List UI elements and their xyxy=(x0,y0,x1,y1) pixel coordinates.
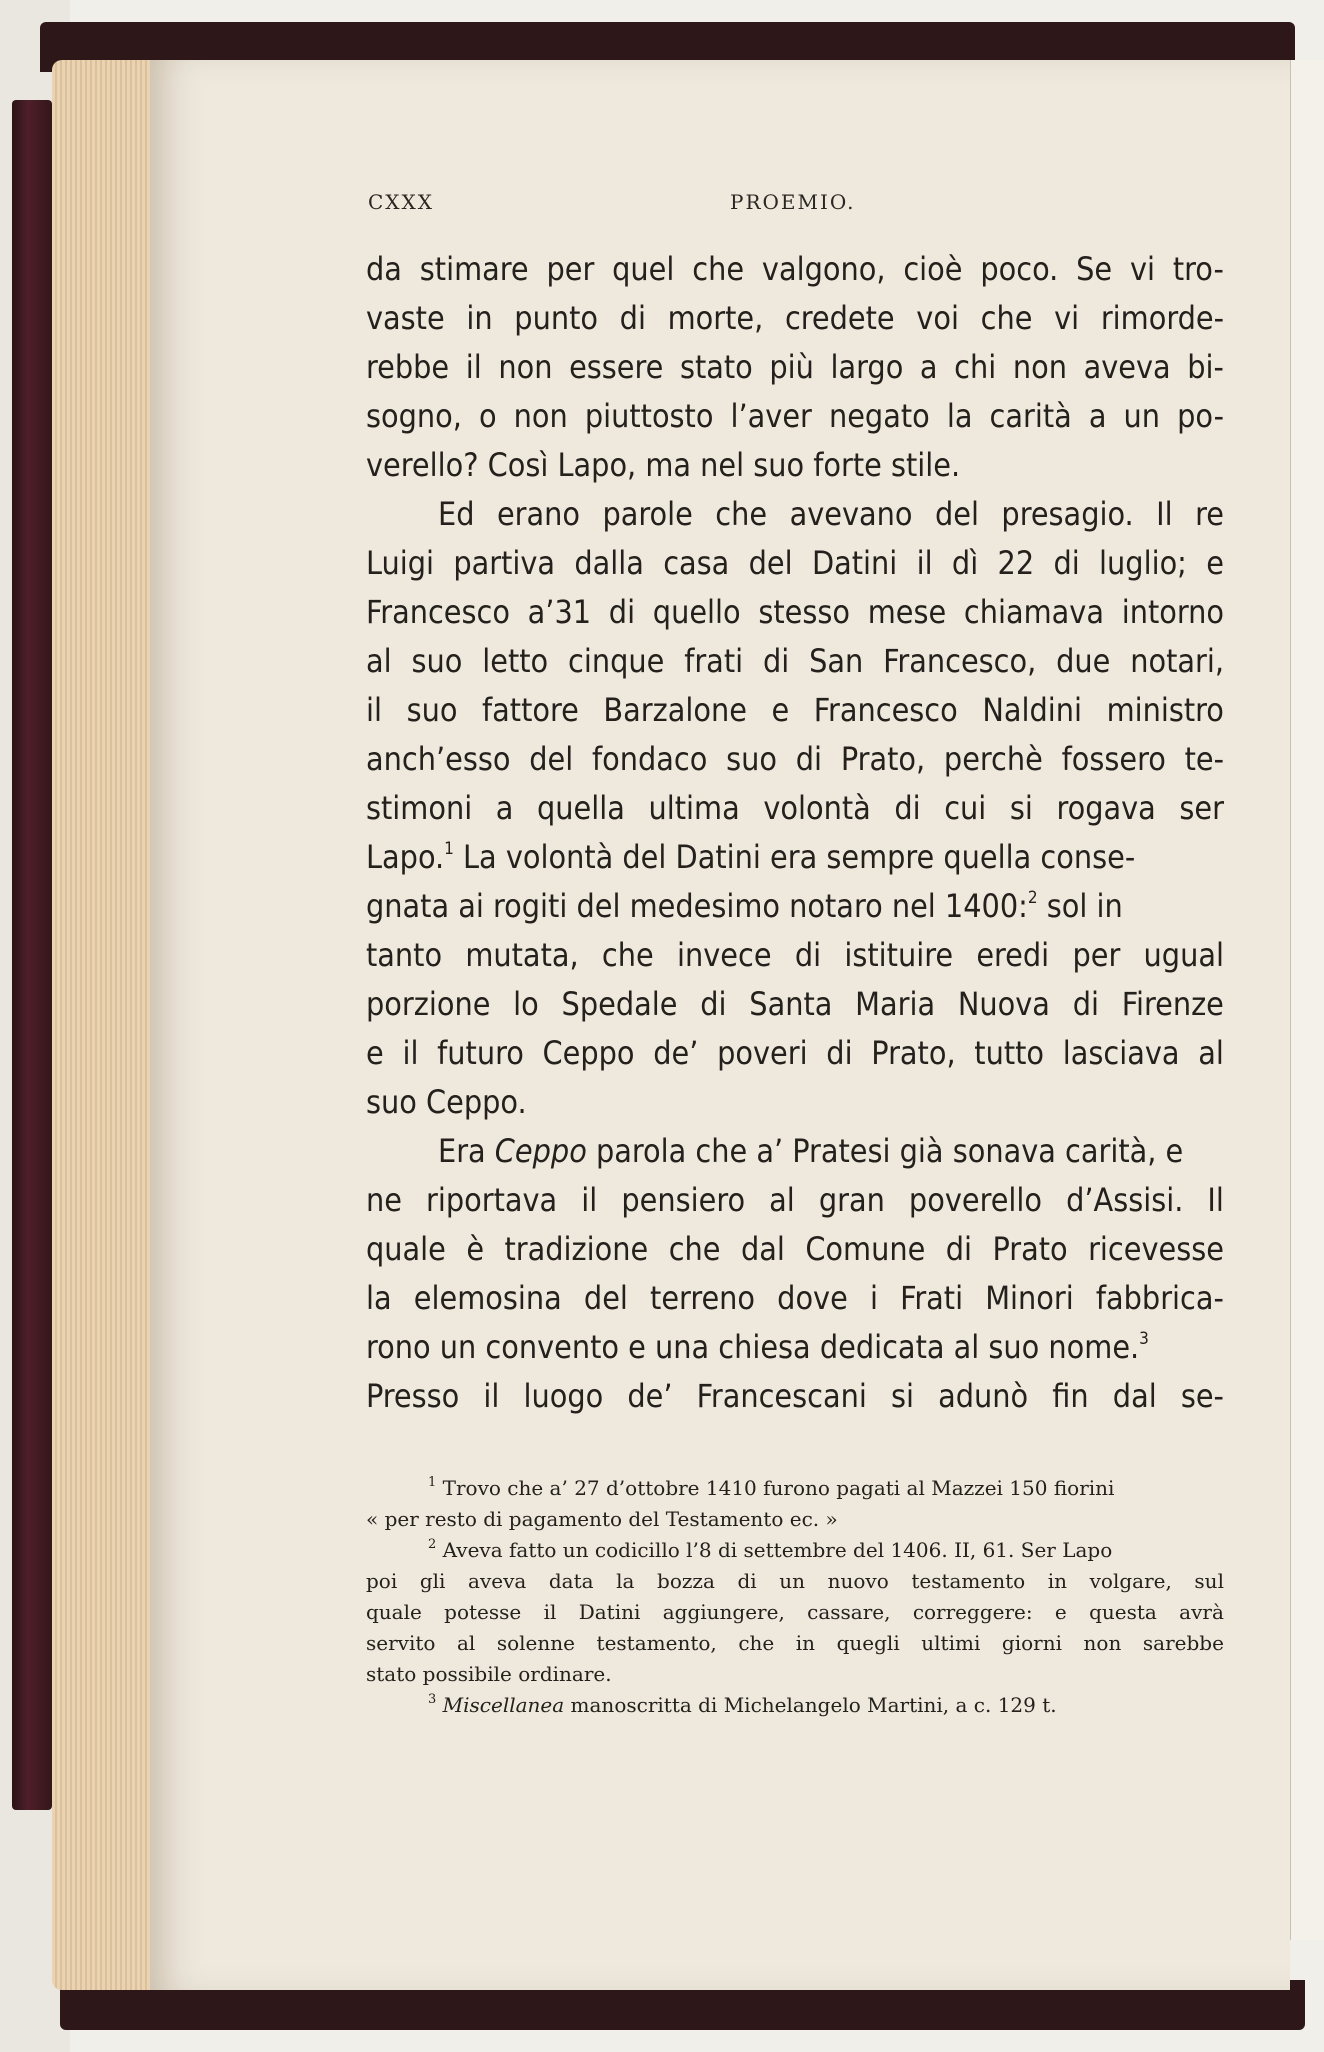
footnote-number: 1 xyxy=(428,1475,437,1490)
word: vi xyxy=(1129,250,1155,288)
word: fondaco xyxy=(592,740,708,778)
word: parole xyxy=(602,495,693,533)
word: gli xyxy=(419,1569,446,1593)
word: riportava xyxy=(426,1181,558,1219)
word: i xyxy=(869,1279,878,1317)
word: di xyxy=(1053,544,1080,582)
footnote-ref: 1 xyxy=(444,839,454,859)
word: volgare, xyxy=(1089,1569,1172,1593)
word: in xyxy=(1047,1569,1068,1593)
word: istituire xyxy=(844,936,954,974)
word: data xyxy=(548,1569,594,1593)
word: pensiero xyxy=(621,1181,746,1219)
word: per xyxy=(546,250,595,288)
text-line xyxy=(366,980,1224,1029)
word: tanto xyxy=(366,936,443,974)
word: quella xyxy=(537,789,625,827)
footnote-ref: 2 xyxy=(1027,888,1038,908)
word: aveva xyxy=(1083,348,1171,386)
word: Naldini xyxy=(982,691,1083,729)
word: di xyxy=(608,593,636,631)
text-line xyxy=(366,1323,1224,1372)
text-fragment: rono un convento e una chiesa dedicata al suo nome. xyxy=(366,1328,1140,1366)
book-cover-edge xyxy=(12,100,52,1810)
word: e xyxy=(366,1034,384,1072)
page-number: CXXX xyxy=(368,190,435,214)
word: solenne xyxy=(496,1631,575,1655)
italic-term: Ceppo xyxy=(494,1132,587,1170)
word: correggere: xyxy=(912,1600,1033,1624)
word: che xyxy=(980,299,1033,337)
word: bozza xyxy=(657,1569,715,1593)
word: al xyxy=(1198,1034,1224,1072)
word: il xyxy=(916,544,933,582)
word: Presso xyxy=(366,1377,460,1415)
word: suo xyxy=(411,642,463,680)
word: e xyxy=(1206,544,1224,582)
word: in xyxy=(466,299,493,337)
word: Frati xyxy=(900,1279,964,1317)
word: che xyxy=(668,1230,721,1268)
word: de’ xyxy=(653,1034,699,1072)
word: servito xyxy=(366,1631,436,1655)
word: frati xyxy=(684,642,744,680)
word: ministro xyxy=(1106,691,1224,729)
word: letto xyxy=(482,642,549,680)
word: chi xyxy=(954,348,997,386)
footnote-line: stato possibile ordinare. xyxy=(366,1662,612,1686)
word: poveri xyxy=(717,1034,808,1072)
word: ugual xyxy=(1143,936,1224,974)
word: elemosina xyxy=(413,1279,562,1317)
footnote-line xyxy=(366,1690,1224,1721)
text-line xyxy=(366,490,1224,539)
word: a xyxy=(919,348,938,386)
word: morte, xyxy=(667,299,764,337)
word: al xyxy=(456,1631,476,1655)
word: po- xyxy=(1177,397,1224,435)
word: ne xyxy=(366,1181,402,1219)
word: perchè xyxy=(943,740,1043,778)
word: Firenze xyxy=(1121,985,1224,1023)
word: erano xyxy=(496,495,580,533)
word: aggiungere, xyxy=(662,1600,785,1624)
word: cassare, xyxy=(807,1600,891,1624)
main-text xyxy=(366,245,1224,1421)
footnote-text: manoscritta di Michelangelo Martini, a c. 129 t. xyxy=(564,1693,1057,1717)
text-line xyxy=(366,539,1224,588)
word: Comune xyxy=(805,1230,926,1268)
word: sogno, xyxy=(366,397,462,435)
word: intorno xyxy=(1121,593,1224,631)
word: quale xyxy=(366,1600,422,1624)
text-line xyxy=(366,833,1224,882)
word: o xyxy=(478,397,497,435)
word: l’aver xyxy=(730,397,812,435)
word: invece xyxy=(676,936,772,974)
word: quegli xyxy=(836,1631,900,1655)
word: Francesco xyxy=(366,593,510,631)
word: tradizione xyxy=(504,1230,649,1268)
text-fragment: La volontà del Datini era sempre quella conse- xyxy=(453,838,1136,876)
word: a xyxy=(495,789,514,827)
word: negato xyxy=(828,397,930,435)
word: notari, xyxy=(1130,642,1224,680)
word: mutata, xyxy=(465,936,579,974)
word: ultima xyxy=(648,789,740,827)
word: partiva xyxy=(453,544,556,582)
word: fabbrica- xyxy=(1095,1279,1224,1317)
footnote-line xyxy=(366,1597,1224,1628)
word: casa xyxy=(663,544,730,582)
text-line xyxy=(366,343,1224,392)
word: d’Assisi. xyxy=(1066,1181,1184,1219)
running-header xyxy=(368,190,1228,220)
text-fragment: Lapo. xyxy=(366,838,445,876)
word: Francescani xyxy=(696,1377,867,1415)
word: Luigi xyxy=(366,544,434,582)
word: Il xyxy=(1207,1181,1224,1219)
word: Minori xyxy=(985,1279,1074,1317)
word: tro- xyxy=(1172,250,1224,288)
word: si xyxy=(890,1377,914,1415)
word: da xyxy=(366,250,402,288)
word: Prato, xyxy=(840,740,926,778)
word: presagio. xyxy=(1001,495,1134,533)
word: questa xyxy=(1089,1600,1157,1624)
word: il xyxy=(366,691,382,729)
word: di xyxy=(737,1569,757,1593)
word: quel xyxy=(612,250,675,288)
facing-page-edge xyxy=(1290,60,1324,1940)
word: di xyxy=(762,642,790,680)
word: Santa xyxy=(749,985,833,1023)
word: due xyxy=(1056,642,1111,680)
text-fragment: parola che a’ Pratesi già sonava carità, e xyxy=(586,1132,1184,1170)
word: Nuova xyxy=(957,985,1050,1023)
word: adunò xyxy=(938,1377,1029,1415)
word: a’31 xyxy=(527,593,592,631)
word: avrà xyxy=(1179,1600,1224,1624)
text-fragment: gnata ai rogiti del medesimo notaro nel 1400: xyxy=(366,887,1028,925)
word: di xyxy=(1072,985,1099,1023)
word: il xyxy=(543,1600,557,1624)
word: luglio; xyxy=(1099,544,1187,582)
word: mese xyxy=(867,593,947,631)
word: potesse xyxy=(444,1600,522,1624)
word: non xyxy=(1083,1631,1122,1655)
word: che xyxy=(715,495,768,533)
text-fragment: sol in xyxy=(1037,887,1123,925)
word: che xyxy=(601,936,654,974)
word: aveva xyxy=(468,1569,527,1593)
text-line xyxy=(366,1029,1224,1078)
footnote-ref: 3 xyxy=(1139,1329,1149,1349)
word: di xyxy=(945,1230,973,1268)
word: che xyxy=(692,250,745,288)
word: cinque xyxy=(568,642,665,680)
word: la xyxy=(366,1279,392,1317)
text-line xyxy=(366,637,1224,686)
word: fattore xyxy=(482,691,579,729)
word: stato xyxy=(679,348,753,386)
word: Ed xyxy=(438,495,475,533)
text-line xyxy=(366,1372,1224,1421)
word: un xyxy=(1123,397,1161,435)
word: poi xyxy=(366,1569,398,1593)
word: il xyxy=(465,348,482,386)
word: gran xyxy=(818,1181,885,1219)
word: voi xyxy=(916,299,959,337)
word: lasciava xyxy=(1062,1034,1180,1072)
footnote-number: 2 xyxy=(428,1537,437,1552)
word: di xyxy=(700,985,727,1023)
word: nuovo xyxy=(827,1569,889,1593)
word: 22 xyxy=(997,544,1035,582)
word: cioè xyxy=(903,250,963,288)
word: essere xyxy=(569,348,664,386)
word: Prato, xyxy=(871,1034,956,1072)
text-fragment: Era xyxy=(438,1132,486,1170)
footnote-line xyxy=(366,1473,1224,1504)
word: re xyxy=(1195,495,1224,533)
word: la xyxy=(946,397,973,435)
word: futuro xyxy=(437,1034,524,1072)
word: eredi xyxy=(976,936,1050,974)
word: dal xyxy=(1112,1377,1157,1415)
word: Ceppo xyxy=(542,1034,635,1072)
footnote-line: « per resto di pagamento del Testamento ec. » xyxy=(366,1507,838,1531)
word: volontà xyxy=(763,789,871,827)
word: terreno xyxy=(650,1279,756,1317)
footnote-text: Trovo che a’ 27 d’ottobre 1410 furono pagati al Mazzei 150 fiorini xyxy=(442,1476,1115,1500)
word: sul xyxy=(1194,1569,1224,1593)
text-line xyxy=(366,1225,1224,1274)
word: ser xyxy=(1179,789,1224,827)
word: lo xyxy=(513,985,539,1023)
word: non xyxy=(1012,348,1067,386)
text-line xyxy=(366,392,1224,441)
word: Francesco xyxy=(813,691,958,729)
word: dalla xyxy=(574,544,644,582)
word: suo xyxy=(406,691,458,729)
word: fossero xyxy=(1061,740,1166,778)
word: quale xyxy=(366,1230,446,1268)
footnote-line xyxy=(366,1535,1224,1566)
word: ricevesse xyxy=(1088,1230,1224,1268)
word: poco. xyxy=(980,250,1059,288)
word: piuttosto xyxy=(584,397,714,435)
footnote-number: 3 xyxy=(428,1692,437,1707)
word: la xyxy=(616,1569,635,1593)
word: stimoni xyxy=(366,789,473,827)
text-line xyxy=(366,1127,1224,1176)
word: a xyxy=(1088,397,1107,435)
word: non xyxy=(498,348,553,386)
word: largo xyxy=(830,348,904,386)
word: tutto xyxy=(974,1034,1044,1072)
word: stesso xyxy=(758,593,850,631)
word: dove xyxy=(777,1279,848,1317)
text-line xyxy=(366,294,1224,343)
word: credete xyxy=(784,299,895,337)
word: di xyxy=(795,740,823,778)
word: cui xyxy=(944,789,987,827)
text-line xyxy=(366,931,1224,980)
word: stimare xyxy=(419,250,529,288)
word: se- xyxy=(1180,1377,1224,1415)
text-line xyxy=(366,588,1224,637)
word: e xyxy=(1054,1600,1067,1624)
word: Francesco, xyxy=(883,642,1037,680)
word: si xyxy=(1009,789,1033,827)
word: al xyxy=(769,1181,795,1219)
word: rimorde- xyxy=(1100,299,1224,337)
word: testamento xyxy=(911,1569,1026,1593)
word: Il xyxy=(1156,495,1173,533)
word: anch’esso xyxy=(366,740,511,778)
word: rogava xyxy=(1056,789,1156,827)
word: Barzalone xyxy=(603,691,747,729)
word: Se xyxy=(1076,250,1113,288)
word: Maria xyxy=(855,985,936,1023)
word: il xyxy=(483,1377,500,1415)
word: punto xyxy=(514,299,598,337)
word: giorni xyxy=(1001,1631,1062,1655)
word: bi- xyxy=(1187,348,1224,386)
text-line xyxy=(366,735,1224,784)
text-line xyxy=(366,245,1224,294)
word: al xyxy=(366,642,392,680)
word: del xyxy=(529,740,574,778)
text-line: suo Ceppo. xyxy=(366,1083,527,1121)
footnote-line xyxy=(366,1628,1224,1659)
text-line xyxy=(366,1274,1224,1323)
word: sarebbe xyxy=(1142,1631,1224,1655)
footnote-text: Aveva fatto un codicillo l’8 di settembre del 1406. II, 61. Ser Lapo xyxy=(442,1538,1113,1562)
word: San xyxy=(809,642,864,680)
word: di xyxy=(894,789,921,827)
text-line: verello? Così Lapo, ma nel suo forte stile. xyxy=(366,446,961,484)
word: del xyxy=(934,495,979,533)
word: Datini xyxy=(811,544,898,582)
text-line xyxy=(366,784,1224,833)
word: fin xyxy=(1052,1377,1089,1415)
word: te- xyxy=(1184,740,1224,778)
word: suo xyxy=(726,740,777,778)
word: il xyxy=(402,1034,419,1072)
word: più xyxy=(769,348,814,386)
word: dì xyxy=(951,544,979,582)
word: de’ xyxy=(627,1377,673,1415)
word: poverello xyxy=(908,1181,1043,1219)
word: di xyxy=(619,299,646,337)
word: il xyxy=(581,1181,598,1219)
word: in xyxy=(795,1631,816,1655)
word: Prato xyxy=(992,1230,1068,1268)
word: di xyxy=(826,1034,853,1072)
word: per xyxy=(1072,936,1121,974)
word: è xyxy=(466,1230,485,1268)
word: rebbe xyxy=(366,348,450,386)
footnote-line xyxy=(366,1566,1224,1597)
word: non xyxy=(513,397,568,435)
word: chiamava xyxy=(963,593,1104,631)
text-line xyxy=(366,1176,1224,1225)
word: Datini xyxy=(578,1600,641,1624)
word: valgono, xyxy=(761,250,886,288)
word: del xyxy=(748,544,793,582)
word: porzione xyxy=(366,985,491,1023)
word: un xyxy=(779,1569,806,1593)
word: testamento, xyxy=(596,1631,717,1655)
word: dal xyxy=(740,1230,785,1268)
footnote-italic-title: Miscellanea xyxy=(442,1693,565,1717)
word: che xyxy=(738,1631,775,1655)
footnotes xyxy=(366,1473,1224,1721)
text-line xyxy=(366,882,1224,931)
word: e xyxy=(771,691,790,729)
word: di xyxy=(794,936,822,974)
word: quello xyxy=(652,593,741,631)
word: del xyxy=(583,1279,628,1317)
word: Spedale xyxy=(561,985,678,1023)
word: luogo xyxy=(523,1377,604,1415)
word: vaste xyxy=(366,299,445,337)
word: ultimi xyxy=(921,1631,981,1655)
running-title: PROEMIO. xyxy=(730,190,856,214)
word: avevano xyxy=(789,495,913,533)
word: vi xyxy=(1054,299,1080,337)
word: carità xyxy=(989,397,1072,435)
text-line xyxy=(366,686,1224,735)
